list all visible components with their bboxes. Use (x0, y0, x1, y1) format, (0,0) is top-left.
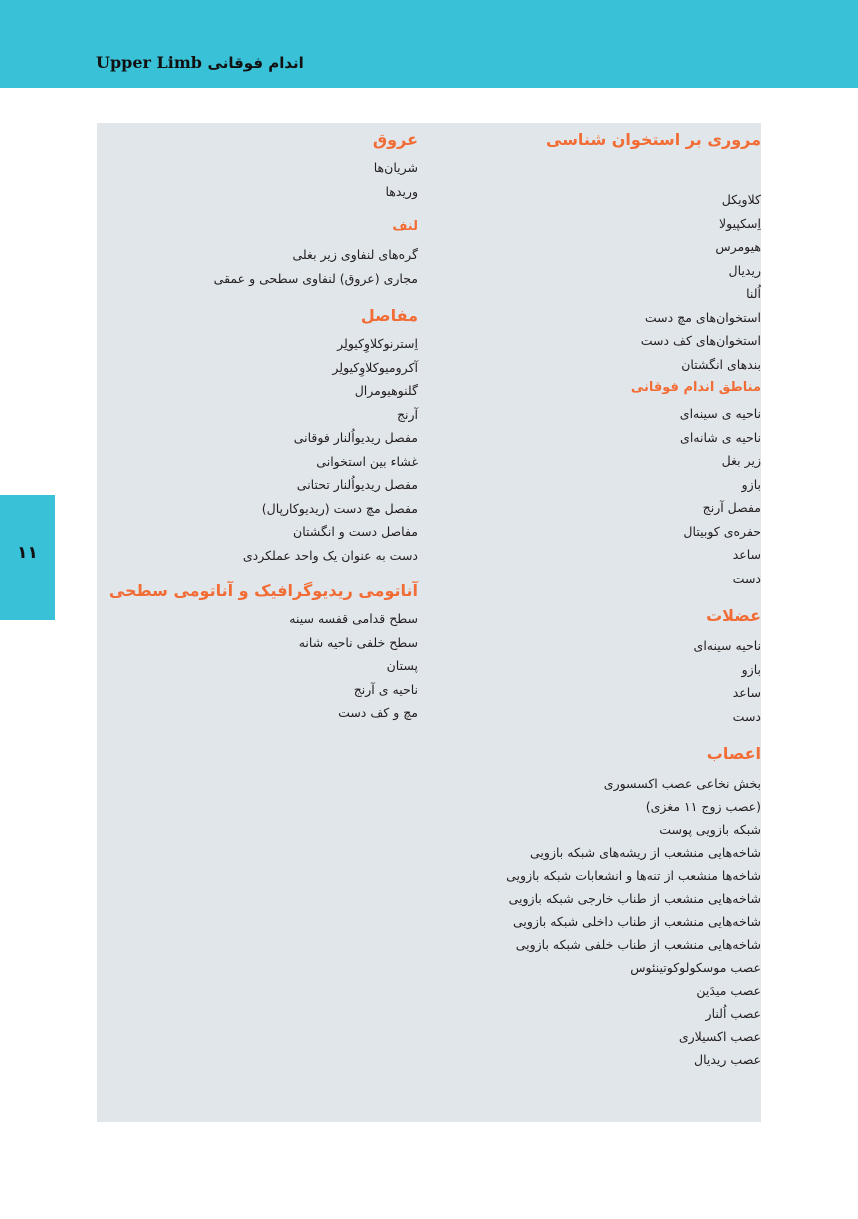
list-item: مفاصل دست و انگشتان (293, 524, 418, 539)
list-item: شاخه‌هایی منشعب از طناب خلفی شبکه بازویی (515, 937, 761, 952)
list-item: مجاری (عروق) لنفاوی سطحی و عمقی (213, 270, 418, 286)
list-item: زیر بغل (721, 453, 761, 468)
page-number: ۱۱ (17, 543, 38, 563)
chapter-title (96, 53, 304, 72)
radiology-list (128, 607, 418, 725)
lymph-list (128, 243, 418, 290)
section-heading: لنف (392, 219, 418, 234)
list-item: بازو (741, 476, 761, 492)
section-heading: اعصاب (706, 744, 761, 763)
list-item: گره‌های لنفاوی زیر بغلی (292, 247, 418, 262)
radiology-section (108, 579, 418, 725)
list-item: اُلنا (746, 286, 761, 301)
section-heading: مناطق اندام فوقانی (630, 380, 761, 395)
list-item: اِسکپیولا (719, 215, 761, 231)
list-item: بندهای انگشتان (681, 356, 761, 372)
list-item: عصب اُلنار (705, 1006, 761, 1021)
list-item: گلنوهیومرال (354, 383, 418, 398)
joints-section (128, 304, 418, 567)
section-heading: عضلات (706, 606, 761, 625)
list-item: ناحیه ی سینه‌ای (679, 406, 761, 421)
list-item: شبکه بازویی پوست (659, 822, 761, 837)
list-item: آکرومیوکلاوِکیولِر (332, 359, 418, 375)
nerves-list (461, 772, 761, 1071)
chapter-title-fa: اندام فوقانی (207, 54, 304, 72)
chapter-title-en: Upper Limb (96, 53, 202, 72)
lymph-section (128, 217, 418, 290)
list-item: ساعد (732, 685, 761, 700)
list-item: دست (732, 570, 761, 586)
list-item: دست (732, 708, 761, 724)
list-item: ساعد (732, 547, 761, 562)
section-heading: آناتومی ریدیوگرافیک و آناتومی سطحی (108, 581, 418, 600)
osteology-list (461, 188, 761, 376)
page-header (0, 0, 858, 88)
list-item: استخوان‌های کف دست (640, 333, 761, 348)
osteology-section (461, 128, 761, 376)
nerves-section (461, 742, 761, 1071)
contents-panel (97, 123, 761, 1122)
list-item: پستان (386, 658, 418, 673)
list-item: شاخه‌هایی منشعب از ریشه‌های شبکه بازویی (530, 845, 761, 860)
list-item: سطح قدامی قفسه سینه (289, 611, 418, 626)
list-item: ناحیه ی آرنج (353, 681, 418, 697)
list-item: شاخه‌هایی منشعب از طناب داخلی شبکه بازویی (512, 914, 761, 929)
list-item: استخوان‌های مچ دست (644, 309, 761, 325)
section-heading: مفاصل (360, 306, 418, 325)
list-item: ریدیال (728, 262, 761, 278)
list-item: ناحیه ی شانه‌ای (680, 429, 761, 445)
muscles-section (461, 604, 761, 728)
section-heading: مروری بر استخوان شناسی (546, 130, 761, 149)
right-column (461, 123, 761, 1071)
muscles-list (461, 634, 761, 728)
list-item: دست به عنوان یک واحد عملکردی (242, 547, 418, 563)
list-item: مفصل ریدیواُلنار تحتانی (296, 477, 418, 492)
list-item: غشاء بین استخوانی (316, 453, 418, 469)
list-item: حفره‌ی کوبیتال (683, 523, 761, 539)
list-item: مچ و کف دست (338, 705, 418, 720)
list-item: عصب موسکولوکوتینئوس (630, 960, 761, 975)
list-item: سطح خلفی ناحیه شانه (298, 634, 418, 650)
list-item: عصب اکسیلاری (678, 1029, 761, 1044)
list-item: مفصل ریدیواُلنار فوقانی (293, 430, 418, 445)
list-item: شاخه‌ها منشعب از تنه‌ها و انشعابات شبکه بازویی (506, 868, 761, 883)
list-item: (عصب زوج ۱۱ مغزی) (645, 799, 761, 814)
regions-list (461, 402, 761, 590)
list-item: مفصل آرنج (702, 500, 761, 515)
list-item: آرنج (396, 406, 418, 422)
joints-list (128, 332, 418, 567)
list-item: شاخه‌هایی منشعب از طناب خارجی شبکه بازویی (508, 891, 761, 906)
regions-section (461, 378, 761, 590)
vessels-list (128, 156, 418, 203)
list-item: وریدها (385, 183, 418, 199)
list-item: عصب میدَین (696, 983, 761, 998)
list-item: مفصل مچ دست (ریدیوکارپال) (261, 500, 418, 516)
list-item: هیومرس (715, 239, 761, 254)
list-item: شریان‌ها (373, 160, 418, 175)
left-column (108, 123, 418, 725)
list-item: اِسترنوکلاوِکیولِر (337, 336, 418, 351)
list-item: بخش نخاعی عصب اکسسوری (603, 776, 761, 791)
list-item: کلاویکل (721, 192, 761, 207)
vessels-section (128, 128, 418, 203)
list-item: بازو (741, 661, 761, 677)
list-item: ناحیه سینه‌ای (693, 638, 761, 653)
list-item: عصب ریدیال (694, 1052, 761, 1067)
section-heading: عروق (372, 130, 418, 149)
